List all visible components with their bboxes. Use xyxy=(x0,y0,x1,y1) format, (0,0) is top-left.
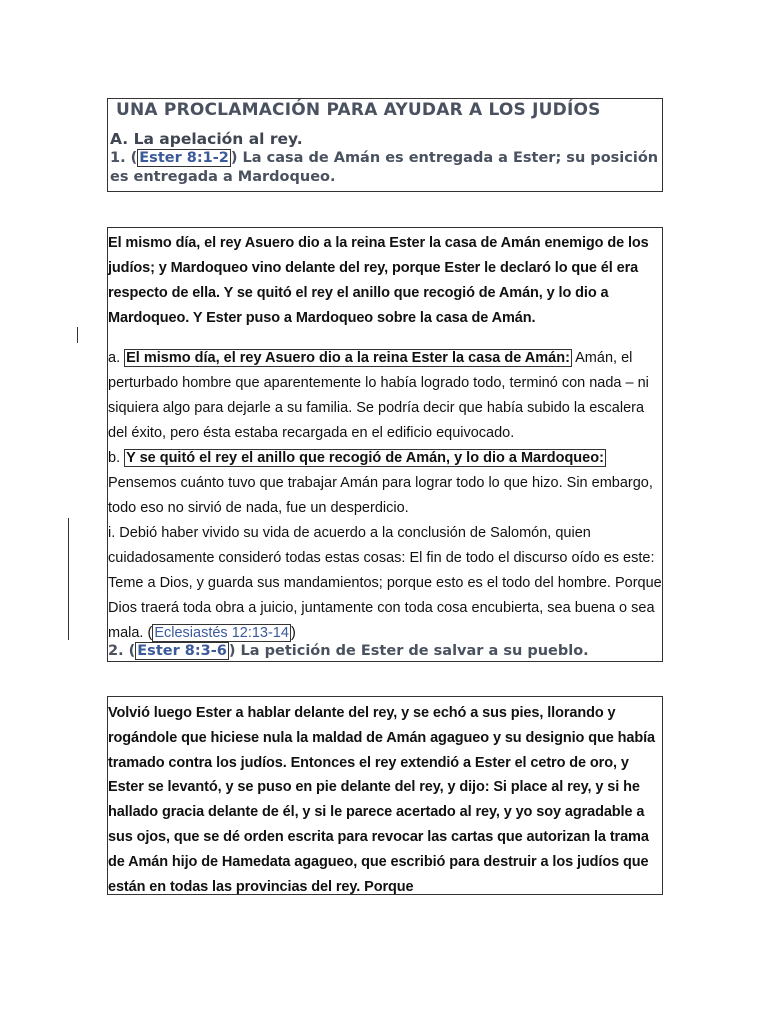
scripture-link-ester-8-3-6[interactable]: Ester 8:3-6 xyxy=(137,643,227,659)
scripture-link-ester-8-1-2[interactable]: Ester 8:1-2 xyxy=(139,150,229,166)
point-2-prefix: 2. ( xyxy=(108,643,136,659)
scripture-link-eclesiastes[interactable]: Eclesiastés 12:13-14 xyxy=(154,625,289,641)
note-i-text: i. Debió haber vivido su vida de acuerdo a la conclusión de Salomón, quien cuidadosamente consideró todas estas cosas: El fin de todo el discurso oído es este: Teme a Dios, y guarda sus mandamientos; porque esto es el todo del hombre. Porque Dios traerá toda obra a juicio, juntamente con toda cosa encubierta, sea buena o sea mala. ( xyxy=(108,525,662,641)
note-i xyxy=(108,521,662,646)
note-a-quote: El mismo día, el rey Asuero dio a la reina Ester la casa de Amán: xyxy=(126,350,570,366)
note-a xyxy=(108,346,662,446)
note-b-text: Pensemos cuánto tuvo que trabajar Amán para lograr todo lo que hizo. Sin embargo, todo eso no sirvió de nada, fue un desperdicio. xyxy=(108,475,653,516)
note-b xyxy=(108,446,662,521)
note-i-close: ) xyxy=(290,625,296,641)
point-2-text: ) La petición de Ester de salvar a su pueblo. xyxy=(228,643,589,659)
verse-box-1 xyxy=(107,227,663,662)
section-heading-box xyxy=(107,98,663,192)
note-a-prefix: a. xyxy=(108,350,125,366)
margin-line xyxy=(68,518,69,640)
section-subtitle: A. La apelación al rey. xyxy=(110,130,303,148)
scripture-passage-2: Volvió luego Ester a hablar delante del rey, y se echó a sus pies, llorando y rogándole que hiciese nula la maldad de Amán agagueo y su designio que había tramado contra los judíos. Entonces el rey extendió a Ester el cetro de oro, y Ester se levantó, y se puso en pie delante del rey, y dijo: Si place al rey, y si he hallado gracia delante de él, y si le parece acertado al rey, y yo soy agradable a sus ojos, que se dé orden escrita para revocar las cartas que autorizan la trama de Amán hijo de Hamedata agagueo, que escribió para destruir a los judíos que están en todas las provincias del rey. Porque xyxy=(108,705,656,895)
point-1-text: ) La casa de Amán es entregada a Ester; su posición es entregada a Mardoqueo. xyxy=(110,150,659,185)
note-a-text: Amán, el perturbado hombre que aparentemente lo había logrado todo, terminó con nada – ni siquiera algo para dejarle a su familia. Se podría decir que había subido la escalera del éxito, pero ésta estaba recargada en el edificio equivocado. xyxy=(108,350,649,441)
note-b-quote: Y se quitó el rey el anillo que recogió de Amán, y lo dio a Mardoqueo: xyxy=(126,450,604,466)
verse-box-2 xyxy=(107,696,663,895)
point-1-prefix: 1. ( xyxy=(110,150,138,166)
point-1-heading xyxy=(110,149,660,187)
margin-line xyxy=(77,327,78,343)
commentary-notes xyxy=(108,346,662,646)
scripture-passage-1: El mismo día, el rey Asuero dio a la reina Ester la casa de Amán enemigo de los judíos; y Mardoqueo vino delante del rey, porque Ester le declaró lo que él era respecto de ella. Y se quitó el rey el anillo que recogió de Amán, y lo dio a Mardoqueo. Y Ester puso a Mardoqueo sobre la casa de Amán. xyxy=(108,235,649,326)
note-b-prefix: b. xyxy=(108,450,125,466)
point-2-heading xyxy=(108,642,662,660)
page-title: UNA PROCLAMACIÓN PARA AYUDAR A LOS JUDÍOS xyxy=(116,100,601,120)
